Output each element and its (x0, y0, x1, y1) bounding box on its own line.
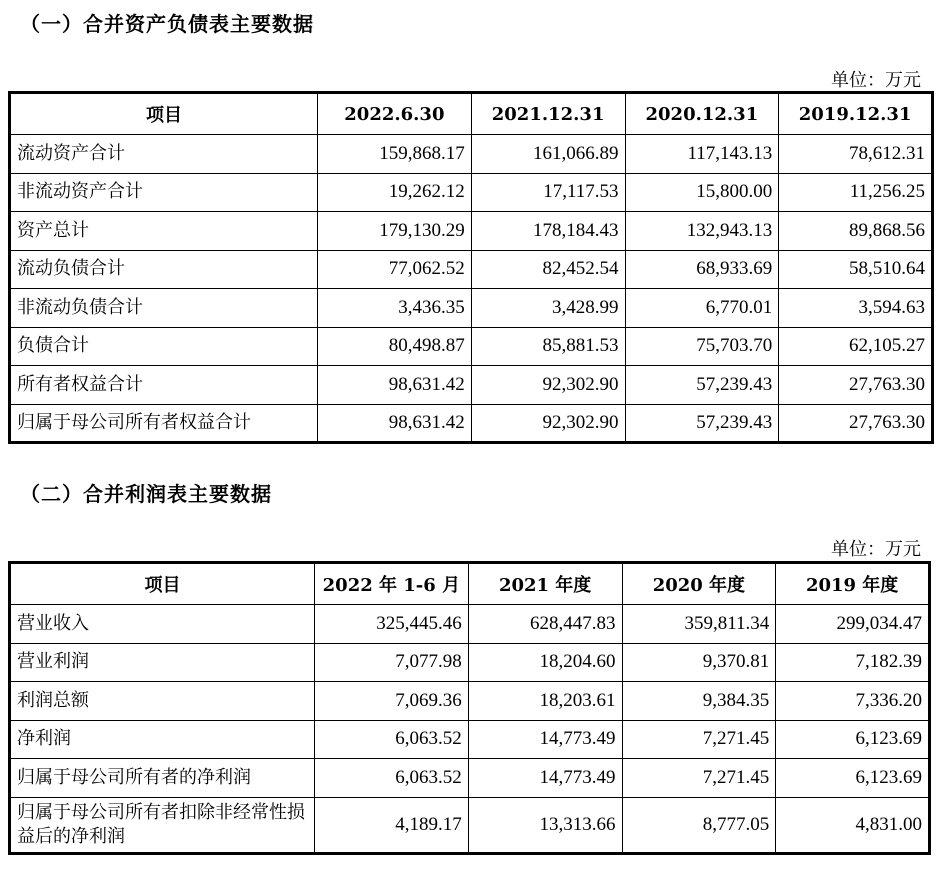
row-label: 归属于母公司所有者的净利润 (10, 759, 315, 798)
row-label: 非流动负债合计 (10, 289, 318, 328)
table-header-row (10, 93, 933, 135)
income-statement-title: （二）合并利润表主要数据 (20, 482, 272, 506)
table-row (10, 759, 930, 798)
cell-value: 6,123.69 (776, 720, 930, 759)
cell-value: 325,445.46 (315, 605, 469, 644)
cell-value: 178,184.43 (471, 212, 625, 251)
cell-value: 6,123.69 (776, 759, 930, 798)
cell-value: 77,062.52 (318, 250, 472, 289)
row-label: 非流动资产合计 (10, 173, 318, 212)
cell-value: 98,631.42 (318, 366, 472, 405)
cell-value: 161,066.89 (471, 135, 625, 174)
cell-value: 89,868.56 (779, 212, 933, 251)
row-label: 营业收入 (10, 605, 315, 644)
cell-value: 14,773.49 (468, 759, 622, 798)
table-row (10, 643, 930, 682)
cell-value: 3,428.99 (471, 289, 625, 328)
table-row (10, 366, 933, 405)
cell-value: 80,498.87 (318, 327, 472, 366)
table-row (10, 605, 930, 644)
column-header: 2022.6.30 (318, 93, 472, 135)
cell-value: 18,203.61 (468, 682, 622, 721)
cell-value: 82,452.54 (471, 250, 625, 289)
cell-value: 58,510.64 (779, 250, 933, 289)
cell-value: 75,703.70 (625, 327, 779, 366)
cell-value: 159,868.17 (318, 135, 472, 174)
cell-value: 68,933.69 (625, 250, 779, 289)
table-header-row (10, 563, 930, 605)
cell-value: 15,800.00 (625, 173, 779, 212)
row-label: 流动资产合计 (10, 135, 318, 174)
cell-value: 7,271.45 (622, 759, 776, 798)
table-row (10, 720, 930, 759)
table-row (10, 404, 933, 443)
table-row (10, 327, 933, 366)
cell-value: 11,256.25 (779, 173, 933, 212)
cell-value: 7,069.36 (315, 682, 469, 721)
cell-value: 7,336.20 (776, 682, 930, 721)
cell-value: 6,063.52 (315, 759, 469, 798)
row-label: 所有者权益合计 (10, 366, 318, 405)
cell-value: 4,189.17 (315, 797, 469, 853)
table-row (10, 135, 933, 174)
cell-value: 359,811.34 (622, 605, 776, 644)
column-header: 2020 年度 (622, 563, 776, 605)
cell-value: 17,117.53 (471, 173, 625, 212)
cell-value: 14,773.49 (468, 720, 622, 759)
cell-value: 3,436.35 (318, 289, 472, 328)
table-row (10, 212, 933, 251)
cell-value: 13,313.66 (468, 797, 622, 853)
column-header: 2019 年度 (776, 563, 930, 605)
cell-value: 27,763.30 (779, 366, 933, 405)
column-header: 2019.12.31 (779, 93, 933, 135)
cell-value: 179,130.29 (318, 212, 472, 251)
balance-unit-label: 单位：万元 (831, 70, 921, 91)
cell-value: 57,239.43 (625, 404, 779, 443)
row-label: 利润总额 (10, 682, 315, 721)
cell-value: 85,881.53 (471, 327, 625, 366)
cell-value: 3,594.63 (779, 289, 933, 328)
cell-value: 4,831.00 (776, 797, 930, 853)
column-header: 2022 年 1-6 月 (315, 563, 469, 605)
row-label: 流动负债合计 (10, 250, 318, 289)
cell-value: 27,763.30 (779, 404, 933, 443)
income-statement-table (8, 561, 931, 855)
cell-value: 18,204.60 (468, 643, 622, 682)
row-label: 负债合计 (10, 327, 318, 366)
cell-value: 299,034.47 (776, 605, 930, 644)
cell-value: 8,777.05 (622, 797, 776, 853)
cell-value: 98,631.42 (318, 404, 472, 443)
cell-value: 7,182.39 (776, 643, 930, 682)
cell-value: 78,612.31 (779, 135, 933, 174)
column-header: 项目 (10, 563, 315, 605)
cell-value: 9,370.81 (622, 643, 776, 682)
cell-value: 7,077.98 (315, 643, 469, 682)
table-row (10, 250, 933, 289)
table-row (10, 682, 930, 721)
cell-value: 9,384.35 (622, 682, 776, 721)
cell-value: 628,447.83 (468, 605, 622, 644)
cell-value: 92,302.90 (471, 366, 625, 405)
cell-value: 132,943.13 (625, 212, 779, 251)
cell-value: 19,262.12 (318, 173, 472, 212)
column-header: 2021.12.31 (471, 93, 625, 135)
income-unit-label: 单位：万元 (831, 539, 921, 560)
cell-value: 6,770.01 (625, 289, 779, 328)
row-label: 净利润 (10, 720, 315, 759)
row-label: 资产总计 (10, 212, 318, 251)
balance-sheet-table (8, 91, 934, 444)
cell-value: 57,239.43 (625, 366, 779, 405)
row-label: 归属于母公司所有者权益合计 (10, 404, 318, 443)
balance-sheet-title: （一）合并资产负债表主要数据 (20, 12, 314, 36)
cell-value: 7,271.45 (622, 720, 776, 759)
table-row (10, 289, 933, 328)
row-label: 营业利润 (10, 643, 315, 682)
column-header: 2020.12.31 (625, 93, 779, 135)
column-header: 2021 年度 (468, 563, 622, 605)
row-label: 归属于母公司所有者扣除非经常性损益后的净利润 (10, 797, 315, 853)
cell-value: 62,105.27 (779, 327, 933, 366)
column-header: 项目 (10, 93, 318, 135)
table-row (10, 797, 930, 853)
cell-value: 6,063.52 (315, 720, 469, 759)
table-row (10, 173, 933, 212)
cell-value: 92,302.90 (471, 404, 625, 443)
cell-value: 117,143.13 (625, 135, 779, 174)
